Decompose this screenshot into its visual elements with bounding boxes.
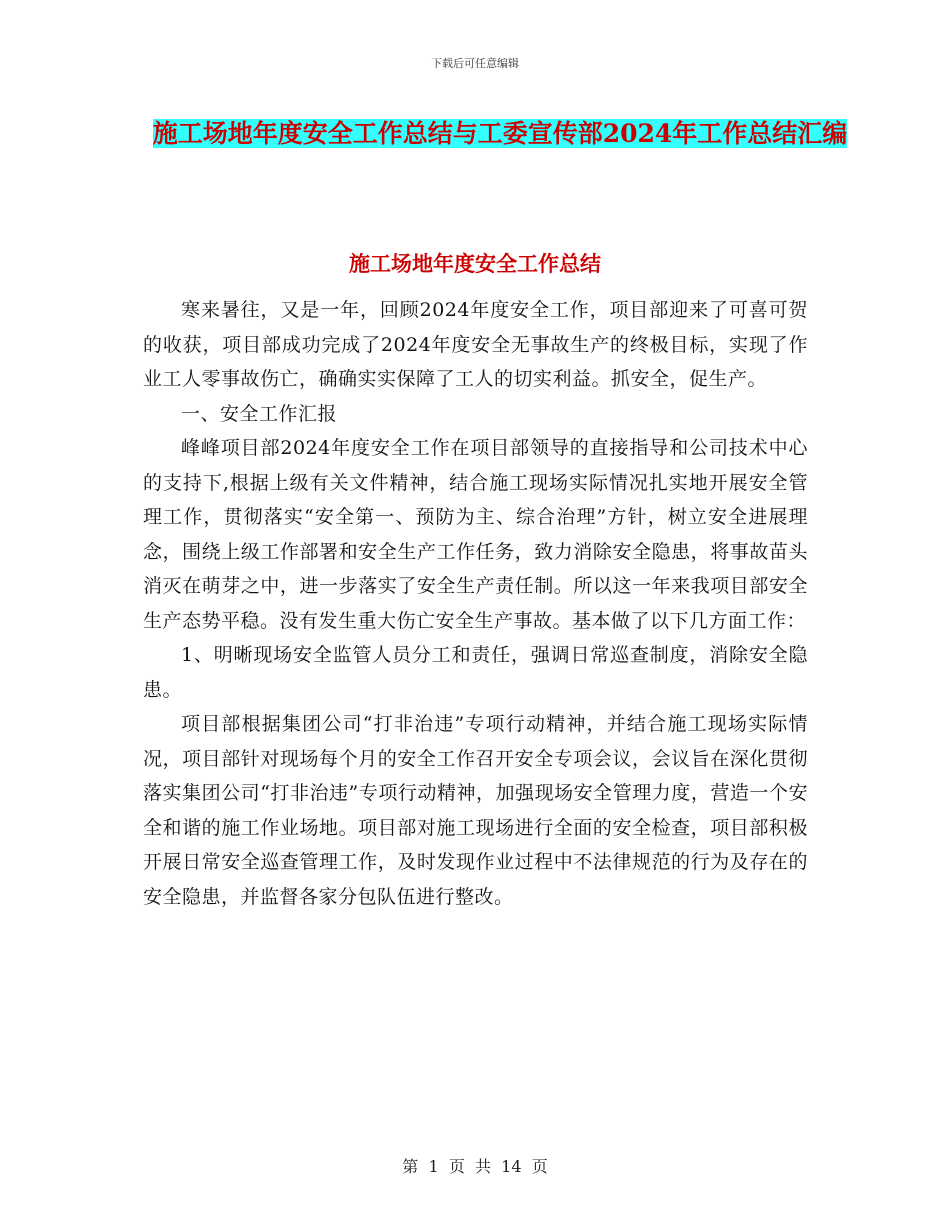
- paragraph-heading-1: 一、安全工作汇报: [181, 402, 338, 425]
- paragraph-intro: 寒来暑往，又是一年，回顾2024年度安全工作，项目部迎来了可喜可贺的收获，项目部成功完成了2024年度安全无事故生产的终极目标，实现了作业工人零事故伤亡，确确实实保障了工人的切实利益。抓安全，促生产。: [143, 299, 808, 390]
- paragraph-item-1-detail: 项目部根据集团公司“打非治违”专项行动精神，并结合施工现场实际情况，项目部针对现场每个月的安全工作召开安全专项会议，会议旨在深化贯彻落实集团公司“打非治违”专项行动精神，加强现场安全管理力度，营造一个安全和谐的施工作业场地。项目部对施工现场进行全面的安全检查，项目部积极开展日常安全巡查管理工作，及时发现作业过程中不法律规范的行为及存在的安全隐患，并监督各家分包队伍进行整改。: [143, 713, 808, 908]
- document-body: [143, 293, 808, 914]
- paragraph-item-1: 1、明晰现场安全监管人员分工和责任，强调日常巡查制度，消除安全隐患。: [143, 644, 808, 701]
- paragraph-report: 峰峰项目部2024年度安全工作在项目部领导的直接指导和公司技术中心的支持下,根据上级有关文件精神，结合施工现场实际情况扎实地开展安全管理工作，贯彻落实“安全第一、预防为主、综合治理”方针，树立安全进展理念，围绕上级工作部署和安全生产工作任务，致力消除安全隐患，将事故苗头消灭在萌芽之中，进一步落实了安全生产责任制。所以这一年来我项目部安全生产态势平稳。没有发生重大伤亡安全生产事故。基本做了以下几方面工作：: [143, 437, 808, 632]
- page-number: 第 1 页 共 14 页: [402, 1157, 548, 1176]
- section-title: 施工场地年度安全工作总结: [349, 251, 601, 276]
- document-title: [140, 112, 860, 155]
- header-note: 下载后可任意编辑: [431, 57, 519, 70]
- document-title-text: 施工场地年度安全工作总结与工委宣传部2024年工作总结汇编: [152, 119, 848, 148]
